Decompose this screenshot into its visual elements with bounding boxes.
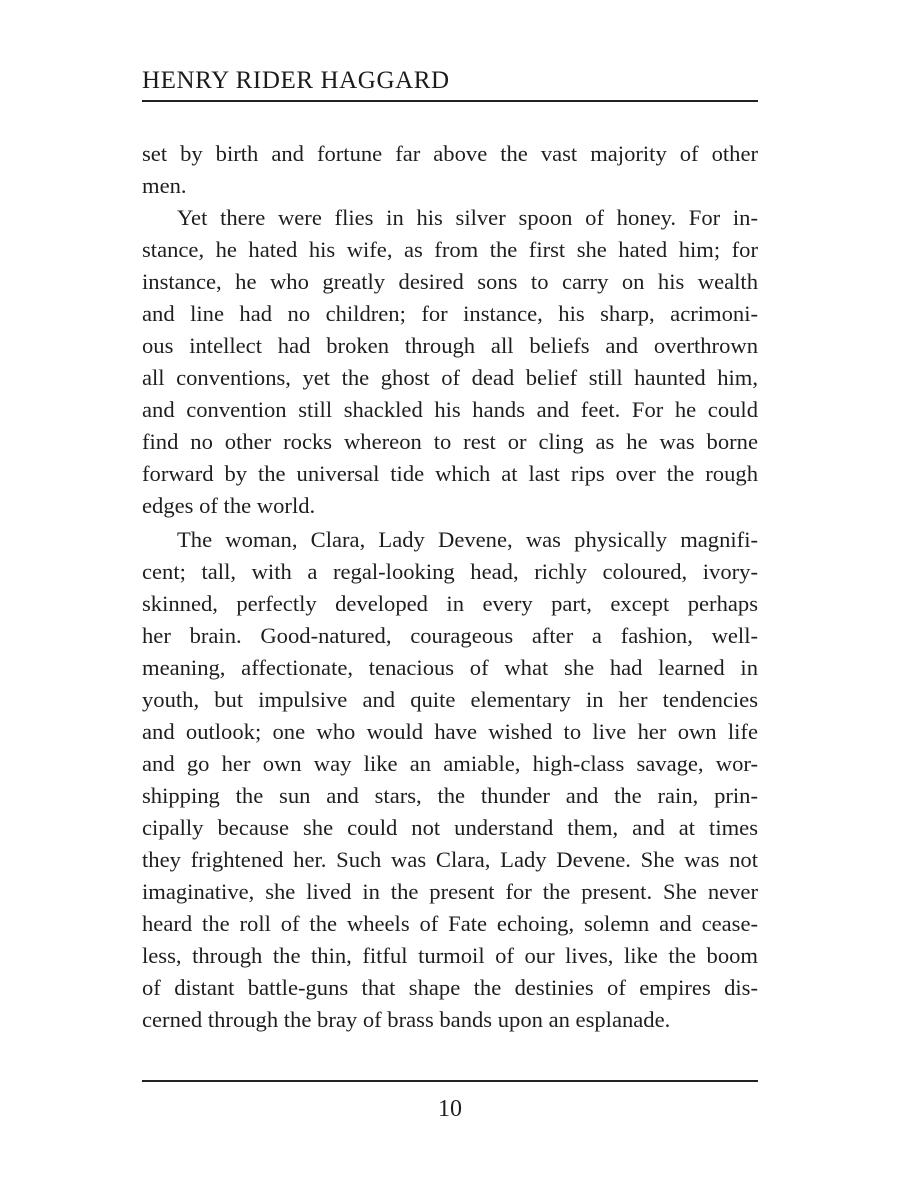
- text-line: set by birth and fortune far above the vast majority of other: [142, 141, 758, 166]
- text-line: stance, he hated his wife, as from the first she hated him; for: [142, 237, 758, 262]
- text-line: and line had no children; for instance, his sharp, acrimoni-: [142, 301, 758, 326]
- text-line: of distant battle-guns that shape the destinies of empires dis-: [142, 975, 758, 1000]
- header-rule: [142, 100, 758, 102]
- text-line: shipping the sun and stars, the thunder and the rain, prin-: [142, 783, 758, 808]
- footer-rule: [142, 1080, 758, 1082]
- text-line: imaginative, she lived in the present for the present. She never: [142, 879, 758, 904]
- text-line: find no other rocks whereon to rest or cling as he was borne: [142, 429, 758, 454]
- text-line: heard the roll of the wheels of Fate echoing, solemn and cease-: [142, 911, 758, 936]
- text-line: forward by the universal tide which at last rips over the rough: [142, 461, 758, 486]
- paragraph-first-line: The woman, Clara, Lady Devene, was physically magnifi-: [177, 527, 758, 552]
- running-head-title: HENRY RIDER HAGGARD: [142, 67, 450, 94]
- text-line: youth, but impulsive and quite elementary in her tendencies: [142, 687, 758, 712]
- text-line: and go her own way like an amiable, high-class savage, wor-: [142, 751, 758, 776]
- text-line: and outlook; one who would have wished to live her own life: [142, 719, 758, 744]
- text-line: cerned through the bray of brass bands upon an esplanade.: [142, 1007, 671, 1032]
- page-number: 10: [438, 1096, 462, 1122]
- text-line: and convention still shackled his hands and feet. For he could: [142, 397, 758, 422]
- text-line: men.: [142, 173, 187, 198]
- text-line: edges of the world.: [142, 493, 316, 518]
- text-line: cent; tall, with a regal-looking head, richly coloured, ivory-: [142, 559, 758, 584]
- text-line: cipally because she could not understand them, and at times: [142, 815, 758, 840]
- text-line: her brain. Good-natured, courageous after a fashion, well-: [142, 623, 758, 648]
- text-line: ous intellect had broken through all beliefs and overthrown: [142, 333, 758, 358]
- text-line: they frightened her. Such was Clara, Lady Devene. She was not: [142, 847, 758, 872]
- text-line: skinned, perfectly developed in every part, except perhaps: [142, 591, 758, 616]
- text-line: meaning, affectionate, tenacious of what she had learned in: [142, 655, 758, 680]
- text-line: instance, he who greatly desired sons to carry on his wealth: [142, 269, 758, 294]
- text-line: all conventions, yet the ghost of dead belief still haunted him,: [142, 365, 758, 390]
- paragraph-first-line: Yet there were flies in his silver spoon of honey. For in-: [177, 205, 758, 230]
- text-line: less, through the thin, fitful turmoil of our lives, like the boom: [142, 943, 758, 968]
